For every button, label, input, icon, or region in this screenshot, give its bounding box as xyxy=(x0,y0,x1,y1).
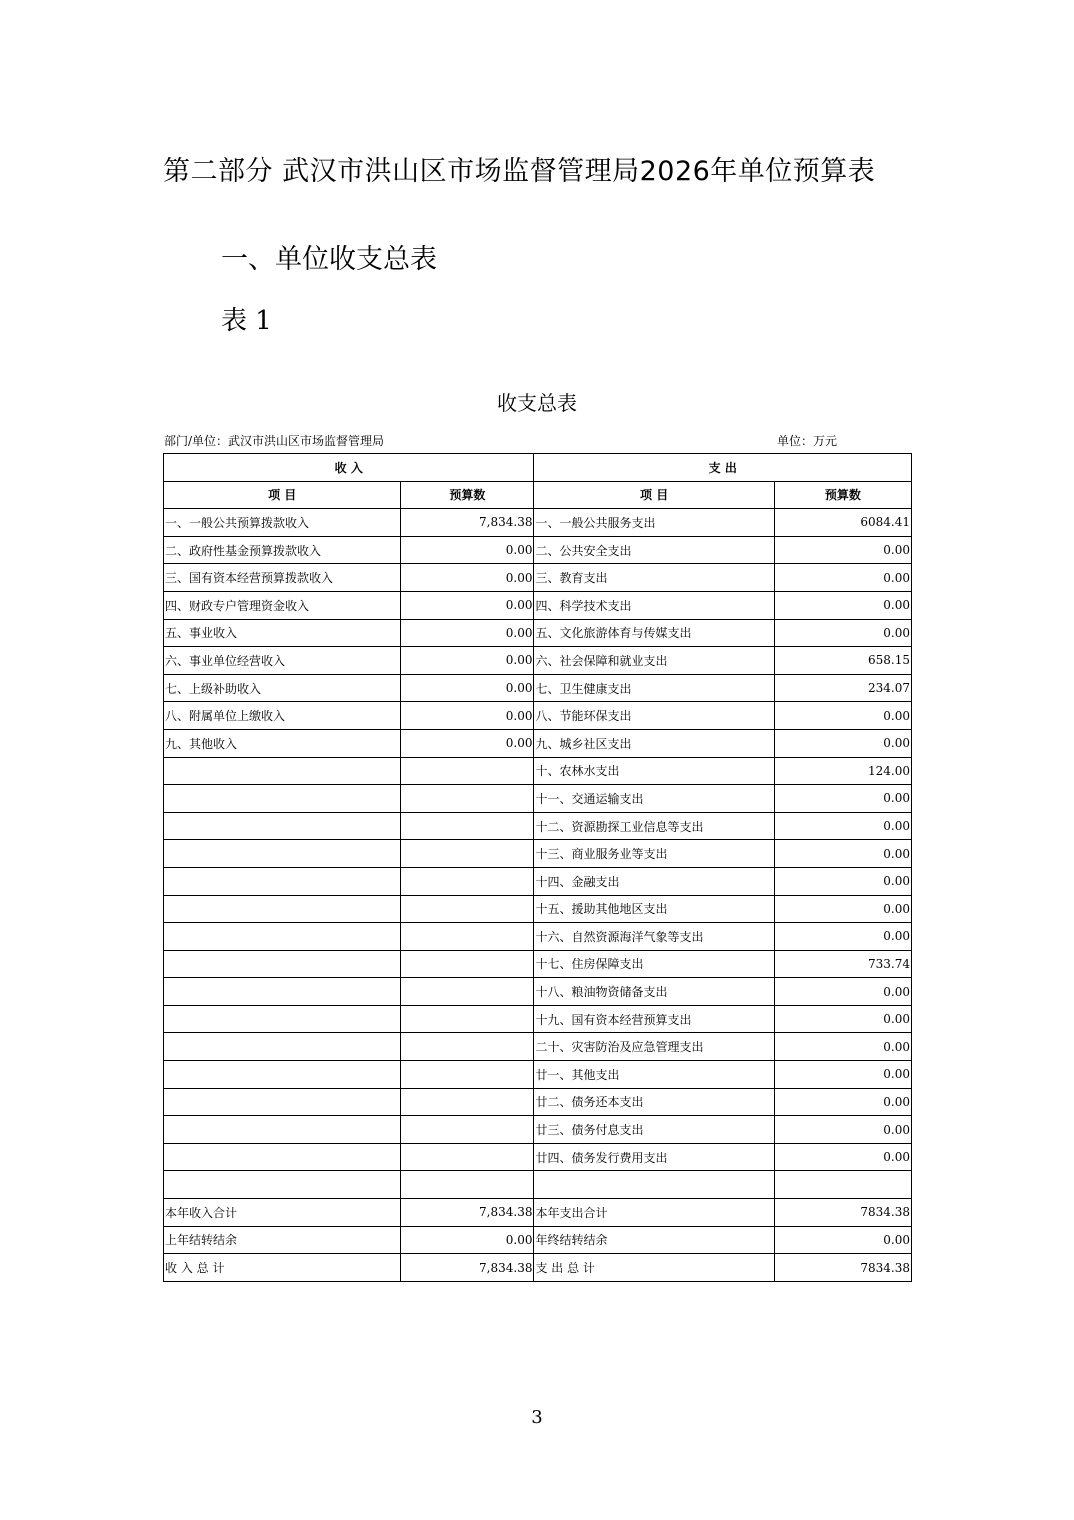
income-amount-cell xyxy=(401,923,534,951)
expense-amount-cell: 0.00 xyxy=(774,1226,911,1254)
table-row xyxy=(164,564,912,592)
expense-amount-cell: 7834.38 xyxy=(774,1254,911,1282)
income-amount-cell: 0.00 xyxy=(401,702,534,730)
income-item-cell xyxy=(164,1143,401,1171)
income-item-cell xyxy=(164,923,401,951)
income-amount-cell: 7,834.38 xyxy=(401,509,534,537)
income-item-cell xyxy=(164,812,401,840)
expense-item-cell: 十七、住房保障支出 xyxy=(534,950,774,978)
expense-item-cell: 八、节能环保支出 xyxy=(534,702,774,730)
income-item-cell xyxy=(164,840,401,868)
expense-amount-column-header: 预算数 xyxy=(774,481,911,509)
income-amount-cell xyxy=(401,757,534,785)
table-row xyxy=(164,1254,912,1282)
income-item-cell: 五、事业收入 xyxy=(164,619,401,647)
expense-item-cell: 支 出 总 计 xyxy=(534,1254,774,1282)
expense-header: 支 出 xyxy=(534,454,912,482)
expense-amount-cell: 124.00 xyxy=(774,757,911,785)
table-row xyxy=(164,702,912,730)
expense-item-cell: 十一、交通运输支出 xyxy=(534,785,774,813)
income-amount-cell: 0.00 xyxy=(401,674,534,702)
income-item-cell: 二、政府性基金预算拨款收入 xyxy=(164,536,401,564)
table-row xyxy=(164,509,912,537)
department-label: 部门/单位：武汉市洪山区市场监督管理局 xyxy=(164,434,385,448)
income-amount-cell xyxy=(401,1171,534,1199)
table-caption: 收支总表 xyxy=(497,391,577,415)
part-title: 第二部分 武汉市洪山区市场监督管理局2026年单位预算表 xyxy=(163,156,876,187)
table-row xyxy=(164,1061,912,1089)
expense-item-column-header: 项 目 xyxy=(534,481,774,509)
income-amount-cell: 0.00 xyxy=(401,591,534,619)
income-item-cell: 七、上级补助收入 xyxy=(164,674,401,702)
expense-item-cell: 十、农林水支出 xyxy=(534,757,774,785)
income-item-cell xyxy=(164,1116,401,1144)
income-item-cell xyxy=(164,785,401,813)
table-row xyxy=(164,647,912,675)
expense-amount-cell xyxy=(774,1171,911,1199)
income-header: 收 入 xyxy=(164,454,534,482)
expense-item-cell: 六、社会保障和就业支出 xyxy=(534,647,774,675)
table-row xyxy=(164,1171,912,1199)
income-amount-cell: 0.00 xyxy=(401,1226,534,1254)
income-item-cell: 六、事业单位经营收入 xyxy=(164,647,401,675)
income-amount-cell: 0.00 xyxy=(401,536,534,564)
income-item-cell: 四、财政专户管理资金收入 xyxy=(164,591,401,619)
expense-item-cell: 四、科学技术支出 xyxy=(534,591,774,619)
table-row xyxy=(164,591,912,619)
table-row xyxy=(164,619,912,647)
table-row xyxy=(164,1226,912,1254)
income-amount-cell xyxy=(401,1005,534,1033)
income-item-cell xyxy=(164,978,401,1006)
table-row xyxy=(164,785,912,813)
expense-amount-cell: 0.00 xyxy=(774,702,911,730)
expense-item-cell: 十五、援助其他地区支出 xyxy=(534,895,774,923)
income-item-cell xyxy=(164,1033,401,1061)
expense-amount-cell: 0.00 xyxy=(774,591,911,619)
expense-item-cell xyxy=(534,1171,774,1199)
income-amount-cell xyxy=(401,895,534,923)
expense-amount-cell: 0.00 xyxy=(774,840,911,868)
expense-amount-cell: 0.00 xyxy=(774,923,911,951)
expense-item-cell: 二、公共安全支出 xyxy=(534,536,774,564)
expense-amount-cell: 6084.41 xyxy=(774,509,911,537)
expense-amount-cell: 0.00 xyxy=(774,619,911,647)
expense-amount-cell: 0.00 xyxy=(774,895,911,923)
table-row xyxy=(164,895,912,923)
income-amount-cell xyxy=(401,1143,534,1171)
income-amount-cell xyxy=(401,840,534,868)
expense-item-cell: 一、一般公共服务支出 xyxy=(534,509,774,537)
table-row xyxy=(164,1005,912,1033)
page-number: 3 xyxy=(531,1407,543,1428)
income-amount-cell: 7,834.38 xyxy=(401,1254,534,1282)
income-amount-cell xyxy=(401,785,534,813)
income-item-cell xyxy=(164,1061,401,1089)
expense-item-cell: 十九、国有资本经营预算支出 xyxy=(534,1005,774,1033)
expense-amount-cell: 658.15 xyxy=(774,647,911,675)
table-label: 表 1 xyxy=(221,306,272,336)
income-item-cell xyxy=(164,867,401,895)
income-amount-cell: 0.00 xyxy=(401,729,534,757)
income-amount-cell xyxy=(401,1116,534,1144)
expense-item-cell: 本年支出合计 xyxy=(534,1199,774,1227)
income-item-cell: 三、国有资本经营预算拨款收入 xyxy=(164,564,401,592)
income-item-cell xyxy=(164,950,401,978)
expense-amount-cell: 0.00 xyxy=(774,812,911,840)
table-row xyxy=(164,840,912,868)
expense-item-cell: 九、城乡社区支出 xyxy=(534,729,774,757)
expense-item-cell: 十二、资源勘探工业信息等支出 xyxy=(534,812,774,840)
table-row xyxy=(164,729,912,757)
table-row xyxy=(164,1143,912,1171)
expense-item-cell: 十三、商业服务业等支出 xyxy=(534,840,774,868)
table-row xyxy=(164,978,912,1006)
expense-amount-cell: 0.00 xyxy=(774,564,911,592)
income-item-cell: 上年结转结余 xyxy=(164,1226,401,1254)
income-amount-cell: 7,834.38 xyxy=(401,1199,534,1227)
expense-amount-cell: 0.00 xyxy=(774,536,911,564)
income-item-cell xyxy=(164,1088,401,1116)
expense-amount-cell: 0.00 xyxy=(774,785,911,813)
income-item-cell: 本年收入合计 xyxy=(164,1199,401,1227)
income-item-cell xyxy=(164,1171,401,1199)
expense-amount-cell: 0.00 xyxy=(774,1088,911,1116)
expense-item-cell: 十四、金融支出 xyxy=(534,867,774,895)
budget-summary-table xyxy=(163,453,912,1282)
expense-amount-cell: 733.74 xyxy=(774,950,911,978)
section-title: 一、单位收支总表 xyxy=(221,244,437,275)
table-row xyxy=(164,1199,912,1227)
expense-item-cell: 二十、灾害防治及应急管理支出 xyxy=(534,1033,774,1061)
income-amount-column-header: 预算数 xyxy=(401,481,534,509)
expense-amount-cell: 234.07 xyxy=(774,674,911,702)
table-row xyxy=(164,1088,912,1116)
expense-item-cell: 五、文化旅游体育与传媒支出 xyxy=(534,619,774,647)
expense-item-cell: 七、卫生健康支出 xyxy=(534,674,774,702)
expense-item-cell: 廿四、债务发行费用支出 xyxy=(534,1143,774,1171)
table-row xyxy=(164,1033,912,1061)
table-row xyxy=(164,812,912,840)
income-item-cell xyxy=(164,895,401,923)
income-item-cell: 九、其他收入 xyxy=(164,729,401,757)
income-amount-cell xyxy=(401,978,534,1006)
table-row xyxy=(164,923,912,951)
income-amount-cell xyxy=(401,812,534,840)
table-row xyxy=(164,1116,912,1144)
table-row xyxy=(164,757,912,785)
expense-item-cell: 年终结转结余 xyxy=(534,1226,774,1254)
expense-item-cell: 十八、粮油物资储备支出 xyxy=(534,978,774,1006)
expense-amount-cell: 0.00 xyxy=(774,1116,911,1144)
column-header-row xyxy=(164,481,912,509)
income-amount-cell xyxy=(401,1088,534,1116)
income-amount-cell: 0.00 xyxy=(401,564,534,592)
expense-item-cell: 三、教育支出 xyxy=(534,564,774,592)
income-item-cell: 一、一般公共预算拨款收入 xyxy=(164,509,401,537)
income-amount-cell xyxy=(401,1033,534,1061)
expense-amount-cell: 0.00 xyxy=(774,867,911,895)
expense-amount-cell: 0.00 xyxy=(774,1033,911,1061)
expense-amount-cell: 7834.38 xyxy=(774,1199,911,1227)
expense-item-cell: 廿一、其他支出 xyxy=(534,1061,774,1089)
table-header-row xyxy=(164,454,912,482)
income-amount-cell xyxy=(401,1061,534,1089)
expense-amount-cell: 0.00 xyxy=(774,978,911,1006)
income-amount-cell xyxy=(401,950,534,978)
income-amount-cell: 0.00 xyxy=(401,619,534,647)
expense-amount-cell: 0.00 xyxy=(774,1143,911,1171)
income-item-column-header: 项 目 xyxy=(164,481,401,509)
table-row xyxy=(164,536,912,564)
table-row xyxy=(164,674,912,702)
expense-item-cell: 廿三、债务付息支出 xyxy=(534,1116,774,1144)
expense-item-cell: 廿二、债务还本支出 xyxy=(534,1088,774,1116)
table-row xyxy=(164,867,912,895)
income-amount-cell: 0.00 xyxy=(401,647,534,675)
income-item-cell: 八、附属单位上缴收入 xyxy=(164,702,401,730)
expense-item-cell: 十六、自然资源海洋气象等支出 xyxy=(534,923,774,951)
expense-amount-cell: 0.00 xyxy=(774,729,911,757)
income-item-cell xyxy=(164,757,401,785)
unit-label: 单位：万元 xyxy=(777,434,838,448)
income-item-cell xyxy=(164,1005,401,1033)
expense-amount-cell: 0.00 xyxy=(774,1005,911,1033)
table-row xyxy=(164,950,912,978)
income-amount-cell xyxy=(401,867,534,895)
expense-amount-cell: 0.00 xyxy=(774,1061,911,1089)
income-item-cell: 收 入 总 计 xyxy=(164,1254,401,1282)
